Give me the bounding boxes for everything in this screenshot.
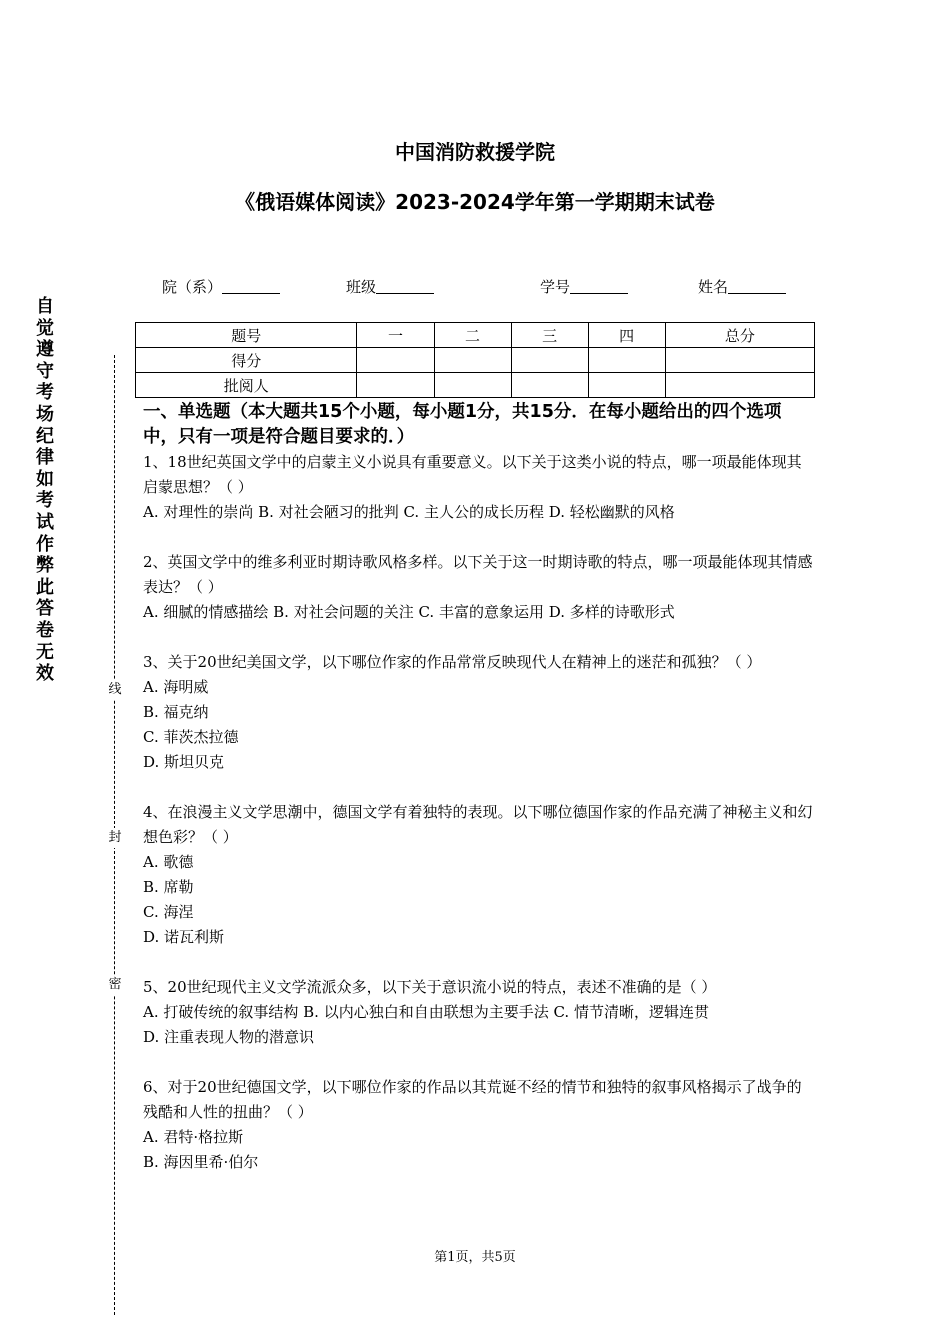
score-header-cell: 三	[511, 323, 588, 348]
seal-mark-secret: 密	[106, 975, 124, 995]
dept-field	[162, 276, 280, 297]
dept-blank[interactable]	[222, 279, 280, 294]
grader-cell[interactable]	[665, 373, 814, 398]
student-id-field	[540, 276, 628, 297]
score-header-cell: 一	[357, 323, 434, 348]
question-stem: 3、关于20世纪美国文学，以下哪位作家的作品常常反映现代人在精神上的迷茫和孤独？（ ）	[143, 653, 762, 671]
seal-mark-line: 线	[106, 680, 124, 700]
name-label: 姓名	[698, 278, 729, 296]
score-header-cell: 题号	[136, 323, 357, 348]
question-option[interactable]: A. 对理性的崇尚 B. 对社会陋习的批判 C. 主人公的成长历程 D. 轻松幽默的风格	[143, 503, 675, 521]
score-cell[interactable]	[665, 348, 814, 373]
class-blank[interactable]	[376, 279, 434, 294]
question-1	[143, 450, 815, 525]
grader-cell[interactable]	[511, 373, 588, 398]
name-blank[interactable]	[728, 279, 786, 294]
exam-content	[143, 400, 815, 1175]
question-stem: 4、在浪漫主义文学思潮中，德国文学有着独特的表现。以下哪位德国作家的作品充满了神秘主义和幻想色彩？（ ）	[143, 803, 813, 846]
question-4	[143, 800, 815, 950]
grader-cell[interactable]	[434, 373, 511, 398]
student-id-label: 学号	[540, 278, 571, 296]
question-option[interactable]: C. 海涅	[143, 903, 194, 921]
name-field	[698, 276, 786, 297]
score-cell[interactable]	[588, 348, 665, 373]
question-option[interactable]: A. 打破传统的叙事结构 B. 以内心独白和自由联想为主要手法 C. 情节清晰，逻辑连贯	[143, 1003, 709, 1021]
question-option[interactable]: A. 歌德	[143, 853, 194, 871]
score-row	[136, 348, 815, 373]
question-stem: 5、20世纪现代主义文学流派众多，以下关于意识流小说的特点，表述不准确的是（ ）	[143, 978, 717, 996]
grader-cell[interactable]	[357, 373, 434, 398]
side-notice: 自觉遵守考场纪律如考试作弊此答卷无效	[36, 296, 54, 685]
page-footer: 第1页，共5页	[434, 1250, 516, 1265]
question-6	[143, 1075, 815, 1175]
score-header-cell: 四	[588, 323, 665, 348]
score-cell[interactable]	[511, 348, 588, 373]
question-stem: 6、对于20世纪德国文学，以下哪位作家的作品以其荒诞不经的情节和独特的叙事风格揭示了战争的残酷和人性的扭曲？（ ）	[143, 1078, 802, 1121]
question-2	[143, 550, 815, 625]
question-option[interactable]: B. 海因里希·伯尔	[143, 1153, 259, 1171]
class-field	[346, 276, 434, 297]
question-option[interactable]: B. 席勒	[143, 878, 194, 896]
seal-mark-seal: 封	[106, 828, 124, 848]
question-3	[143, 650, 815, 775]
question-stem: 1、18世纪英国文学中的启蒙主义小说具有重要意义。以下关于这类小说的特点，哪一项最能体现其启蒙思想？（ ）	[143, 453, 802, 496]
school-name: 中国消防救援学院	[395, 140, 555, 164]
score-cell[interactable]	[434, 348, 511, 373]
question-option[interactable]: D. 注重表现人物的潜意识	[143, 1028, 315, 1046]
score-table-header-row	[136, 323, 815, 348]
score-table	[135, 322, 815, 398]
class-label: 班级	[346, 278, 377, 296]
question-stem: 2、英国文学中的维多利亚时期诗歌风格多样。以下关于这一时期诗歌的特点，哪一项最能体现其情感表达？（ ）	[143, 553, 813, 596]
exam-title: 《俄语媒体阅读》2023-2024学年第一学期期末试卷	[235, 190, 715, 214]
question-option[interactable]: A. 君特·格拉斯	[143, 1128, 244, 1146]
question-option[interactable]: C. 菲茨杰拉德	[143, 728, 239, 746]
grader-cell[interactable]	[588, 373, 665, 398]
score-row-label: 得分	[136, 348, 357, 373]
dept-label: 院（系）	[162, 278, 223, 296]
grader-row	[136, 373, 815, 398]
score-header-cell: 二	[434, 323, 511, 348]
question-option[interactable]: D. 斯坦贝克	[143, 753, 225, 771]
question-option[interactable]: B. 福克纳	[143, 703, 209, 721]
question-5	[143, 975, 815, 1050]
student-id-blank[interactable]	[570, 279, 628, 294]
grader-row-label: 批阅人	[136, 373, 357, 398]
score-cell[interactable]	[357, 348, 434, 373]
section-heading: 一、单选题（本大题共15个小题，每小题1分，共15分．在每小题给出的四个选项中，只有一项是符合题目要求的．）	[143, 402, 782, 447]
score-header-cell: 总分	[665, 323, 814, 348]
question-option[interactable]: A. 海明威	[143, 678, 209, 696]
question-option[interactable]: D. 诺瓦利斯	[143, 928, 225, 946]
question-option[interactable]: A. 细腻的情感描绘 B. 对社会问题的关注 C. 丰富的意象运用 D. 多样的诗歌形式	[143, 603, 675, 621]
